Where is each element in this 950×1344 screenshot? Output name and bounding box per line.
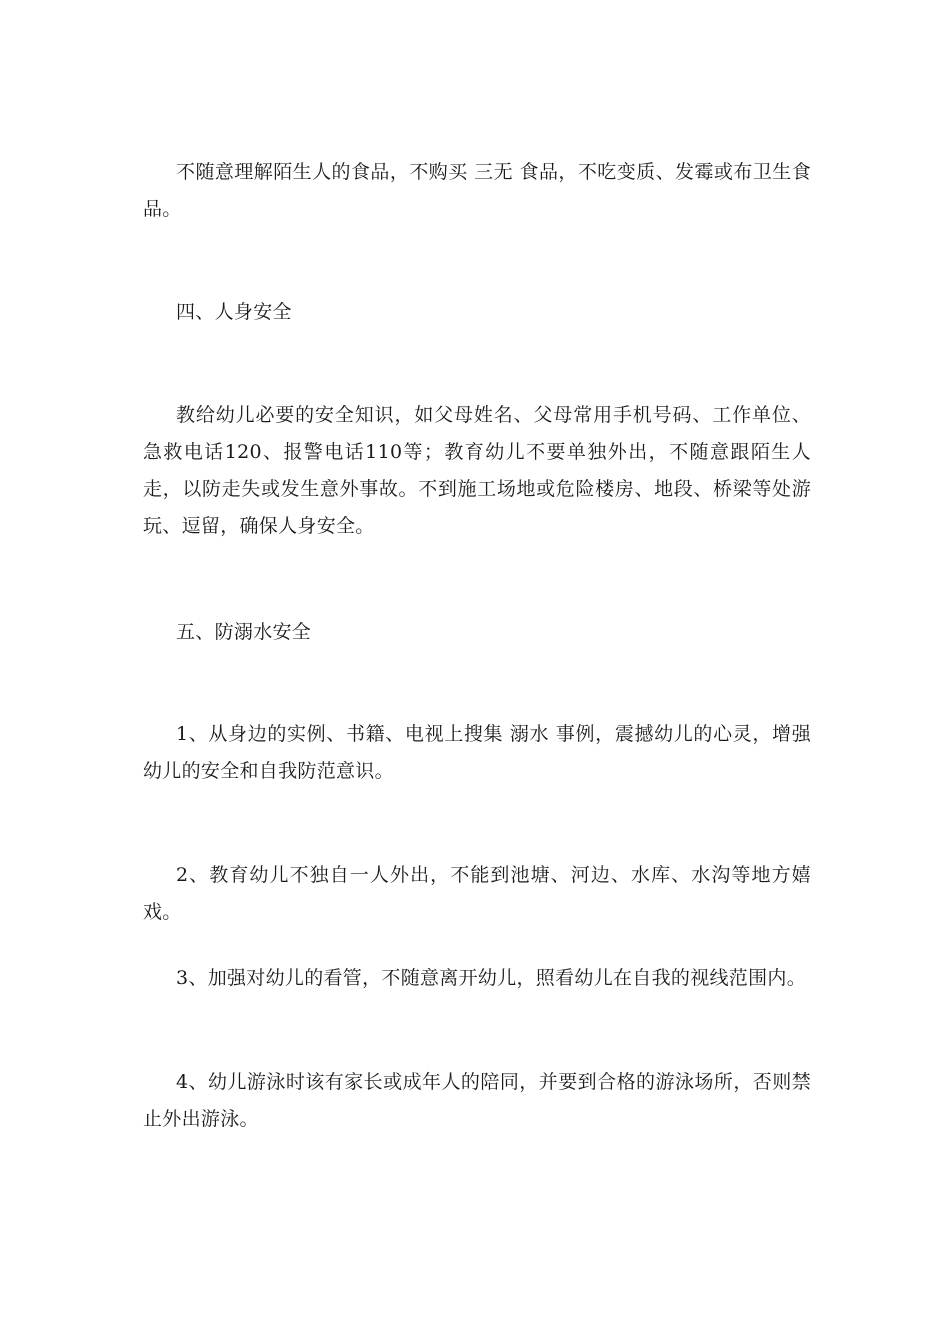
paragraph-personal-safety: 教给幼儿必要的安全知识，如父母姓名、父母常用手机号码、工作单位、急救电话120、报警电话110等；教育幼儿不要单独外出，不随意跟陌生人走，以防走失或发生意外事故。不到施工场地或危险楼房、地段、桥梁等处游玩、逗留，确保人身安全。 bbox=[143, 404, 811, 537]
paragraph-food-safety: 不随意理解陌生人的食品，不购买 三无 食品，不吃变质、发霉或布卫生食品。 bbox=[143, 161, 811, 220]
list-item-drowning-4: 4、幼儿游泳时该有家长或成年人的陪同，并要到合格的游泳场所，否则禁止外出游泳。 bbox=[143, 1071, 811, 1130]
list-item-drowning-2: 2、教育幼儿不独自一人外出，不能到池塘、河边、水库、水沟等地方嬉戏。 bbox=[143, 864, 811, 923]
section-heading-drowning-prevention: 五、防溺水安全 bbox=[176, 621, 312, 643]
section-heading-personal-safety: 四、人身安全 bbox=[176, 301, 292, 323]
list-item-drowning-1: 1、从身边的实例、书籍、电视上搜集 溺水 事例，震撼幼儿的心灵，增强幼儿的安全和自我防范意识。 bbox=[143, 723, 811, 782]
list-item-drowning-3: 3、加强对幼儿的看管，不随意离开幼儿，照看幼儿在自我的视线范围内。 bbox=[176, 967, 806, 989]
